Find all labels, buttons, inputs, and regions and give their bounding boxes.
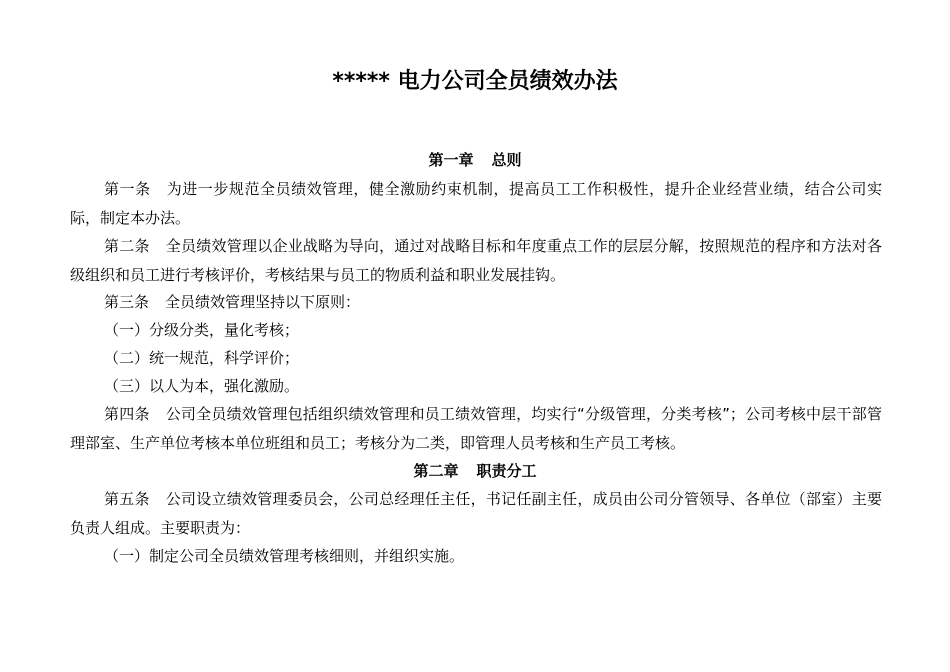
- article-5-text: 公司设立绩效管理委员会，公司总经理任主任，书记任副主任，成员由公司分管领导、各单位（部室）主要负责人组成。主要职责为：: [70, 490, 882, 537]
- article-2: [70, 232, 882, 290]
- article-4-text: 公司全员绩效管理包括组织绩效管理和员工绩效管理，均实行“分级管理，分类考核”；公司考核中层干部管理部室、生产单位考核本单位班组和员工；考核分为二类，即管理人员考核和生产员工考核。: [70, 405, 882, 452]
- duty-item: （一）制定公司全员绩效管理考核细则，并组织实施。: [104, 547, 465, 565]
- article-3: [70, 288, 882, 317]
- article-5: [70, 485, 882, 543]
- principle-item: （二）统一规范，科学评价；: [104, 349, 300, 367]
- chapter-1-name: 总则: [491, 151, 522, 169]
- article-2-number: 第二条: [104, 237, 150, 255]
- article-3-text: 全员绩效管理坚持以下原则：: [165, 293, 361, 311]
- article-2-text: 全员绩效管理以企业战略为导向，通过对战略目标和年度重点工作的层层分解，按照规范的程序和方法对各级组织和员工进行考核评价，考核结果与员工的物质利益和职业发展挂钩。: [70, 237, 882, 284]
- document-title: ***** 电力公司全员绩效办法: [332, 69, 618, 94]
- principle-item: （一）分级分类，量化考核；: [104, 321, 300, 339]
- chapter-2-heading: [0, 457, 950, 485]
- chapter-1-heading: [0, 146, 950, 174]
- article-1-number: 第一条: [104, 180, 151, 198]
- article-1: [70, 175, 882, 233]
- principle-item: （三）以人为本，强化激励。: [104, 377, 300, 395]
- chapter-1-number: 第一章: [428, 151, 474, 169]
- article-3-number: 第三条: [104, 293, 150, 311]
- article-4: [70, 400, 882, 458]
- chapter-2-name: 职责分工: [476, 462, 537, 480]
- article-4-number: 第四条: [104, 405, 150, 423]
- article-1-text: 为进一步规范全员绩效管理，健全激励约束机制，提高员工工作积极性，提升企业经营业绩，结合公司实际，制定本办法。: [70, 180, 882, 227]
- chapter-2-number: 第二章: [413, 462, 459, 480]
- article-5-number: 第五条: [104, 490, 150, 508]
